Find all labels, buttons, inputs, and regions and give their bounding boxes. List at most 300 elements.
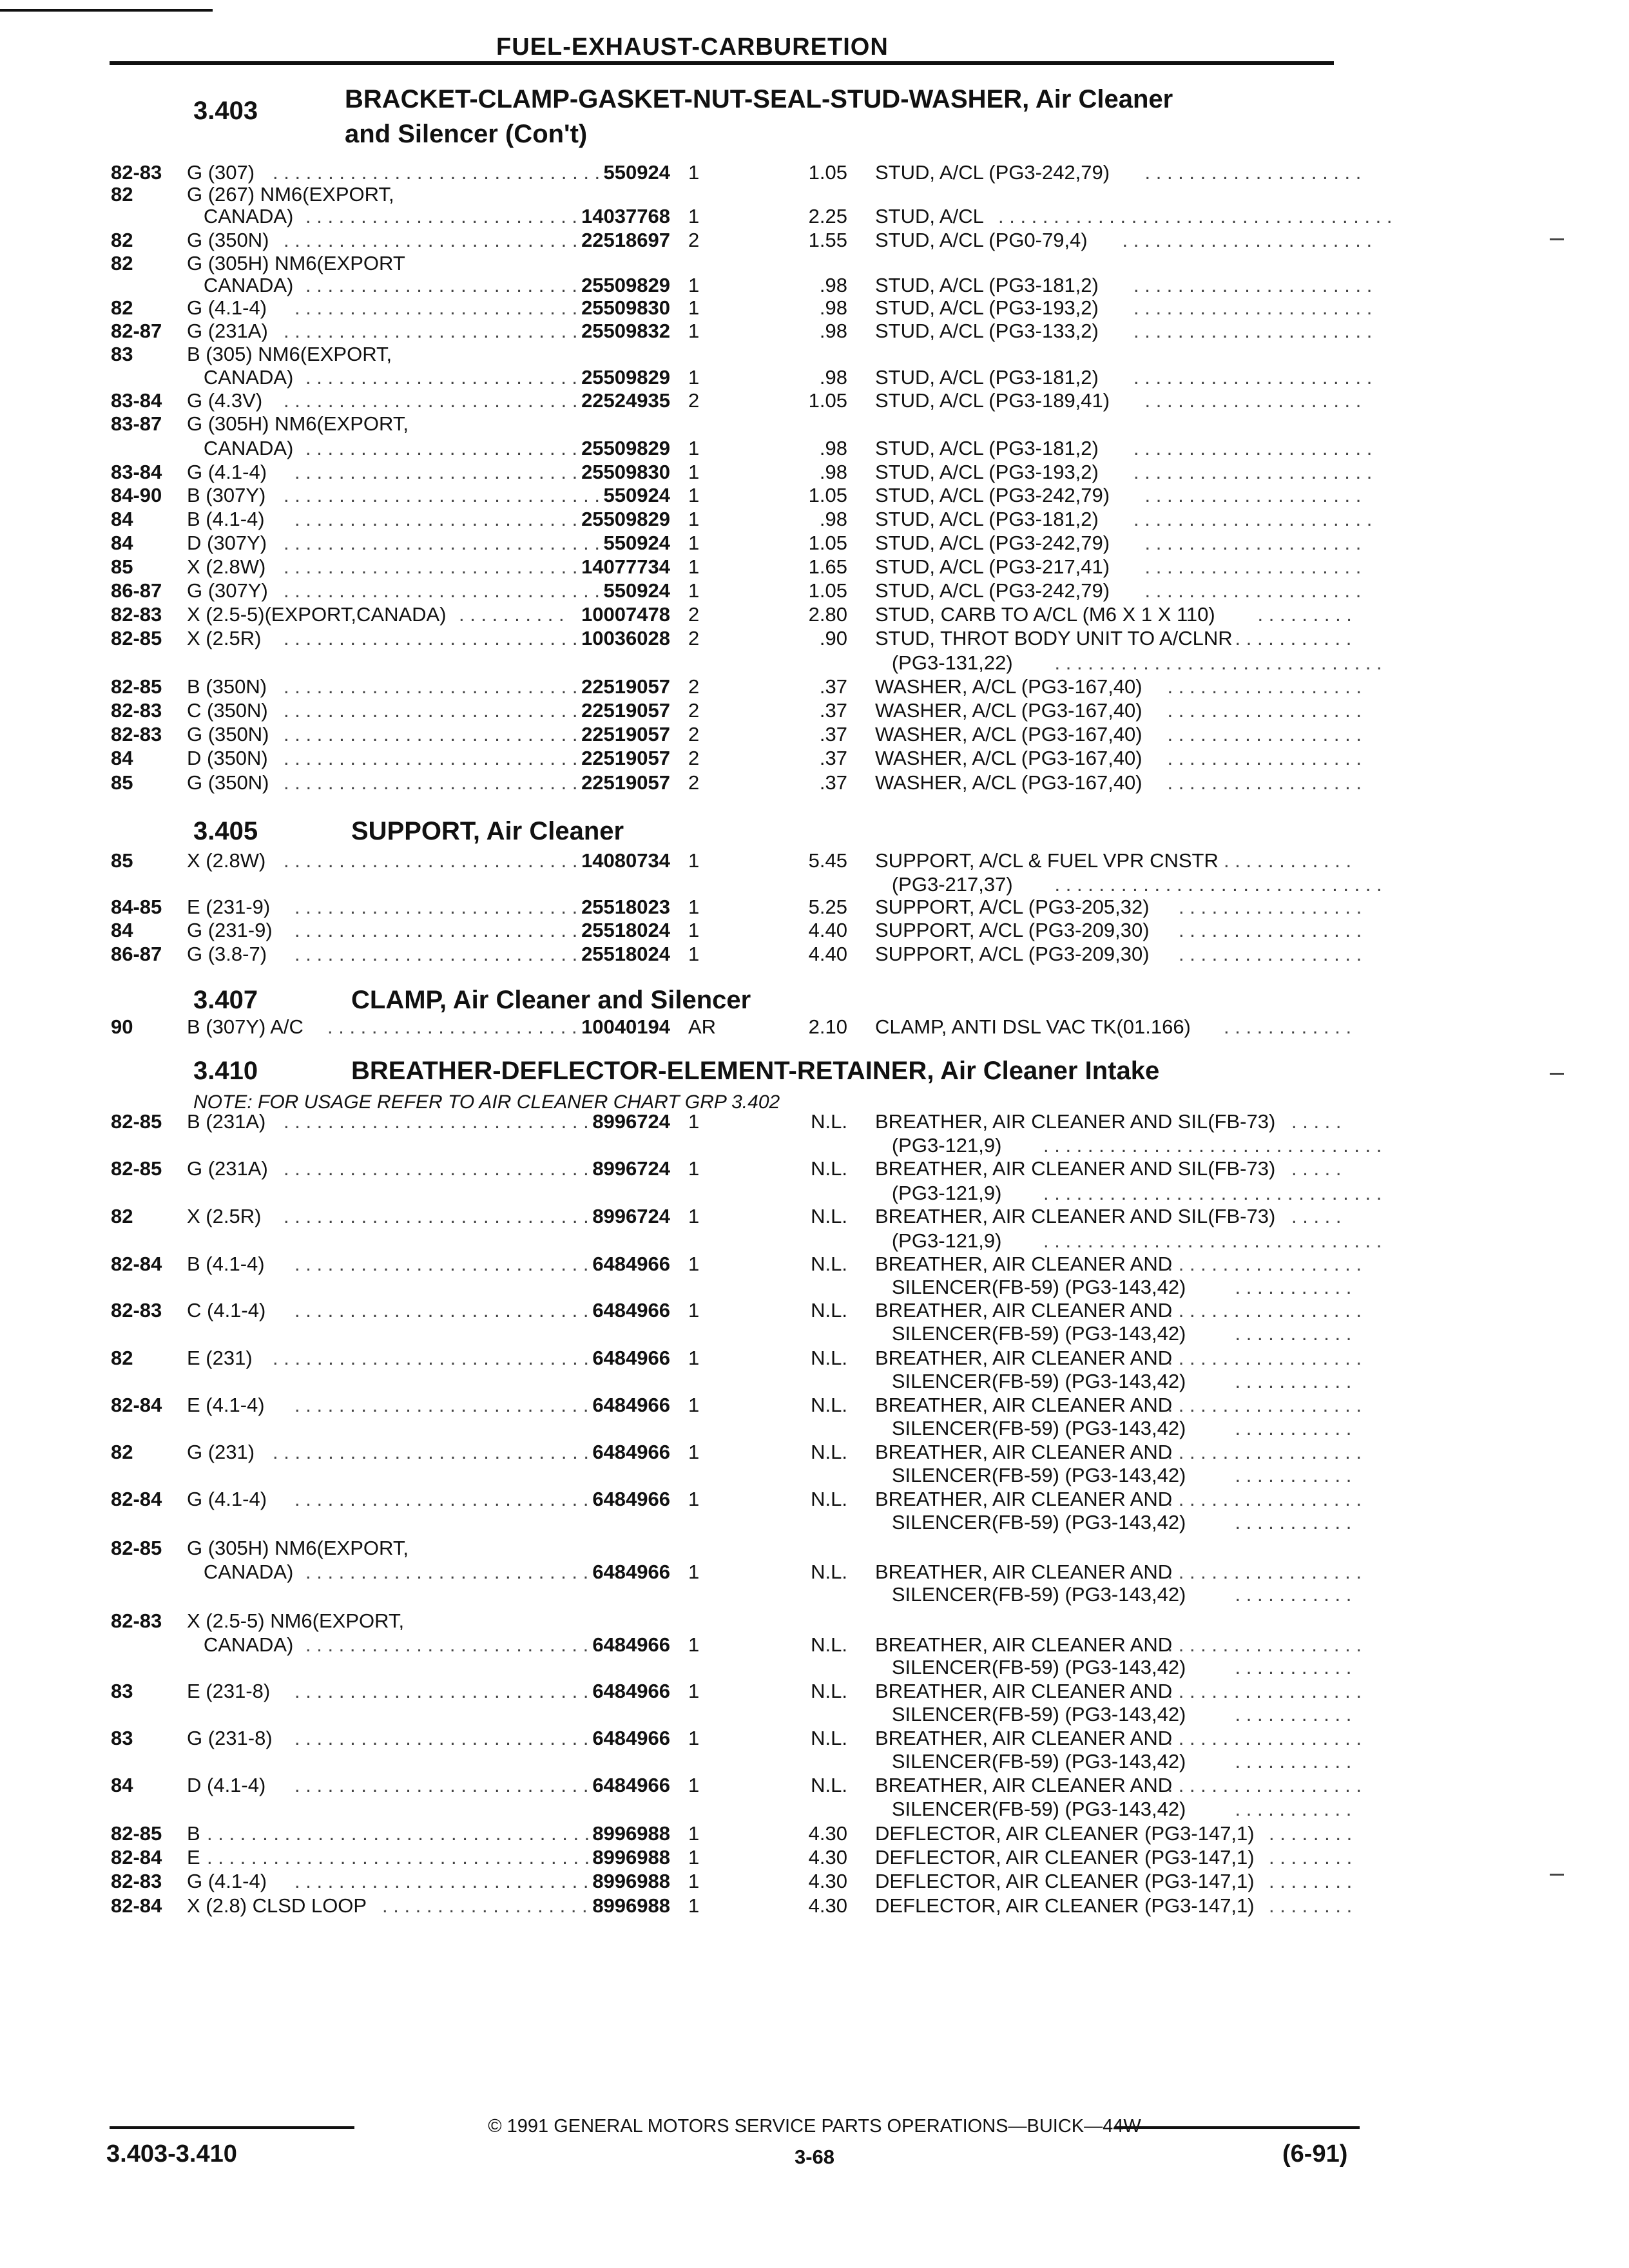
quantity: 1 (688, 274, 700, 296)
price: N.L. (811, 1774, 847, 1796)
part-description: BREATHER, AIR CLEANER AND SIL(FB-73) (875, 1205, 1276, 1227)
leader-dots: . . . . . . . . . . . . . . . . . . . . . . (1133, 508, 1373, 530)
leader-dots: . . . . . . . . . . . . . . . . . . . . . . . . . . . (305, 1633, 600, 1656)
section-number: 3.405 (193, 817, 258, 845)
part-number: 8996724 (592, 1110, 670, 1133)
part-number: 8996988 (592, 1870, 670, 1892)
leader-dots: . . . . . . . . . . . . . . . . . . (1167, 1394, 1362, 1416)
leader-dots: . . . . . . . . . . . . . . . . . . (1167, 1561, 1362, 1583)
part-number: 25509829 (581, 437, 670, 459)
price: 4.30 (808, 1870, 847, 1892)
model-code: C (350N) (187, 699, 268, 722)
quantity: 1 (688, 1633, 700, 1656)
part-description: SILENCER(FB-59) (PG3-143,42) (875, 1750, 1186, 1773)
part-number: 22519057 (581, 699, 670, 722)
section-title-continued: and Silencer (Con't) (345, 120, 588, 148)
leader-dots: . . . . . . . . . . . . . . . . . . . . . . . . . . . . . . . (284, 579, 622, 602)
model-year: 82-83 (111, 1610, 162, 1632)
parts-row (0, 1276, 1629, 1299)
parts-row (0, 1488, 1629, 1511)
part-number: 6484966 (592, 1680, 670, 1702)
parts-row (0, 651, 1629, 675)
part-description: STUD, A/CL (PG3-217,41) (875, 555, 1110, 578)
part-number: 8996988 (592, 1822, 670, 1845)
leader-dots: . . . . . . . . . . . . . . . . . . . . . . (1133, 461, 1373, 483)
model-code: CANADA) (187, 437, 294, 459)
parts-row (0, 484, 1629, 507)
model-code: X (2.5-5)(EXPORT,CANADA) (187, 603, 447, 626)
copyright-notice: © 1991 GENERAL MOTORS SERVICE PARTS OPERATIONS—BUICK—44W (488, 2116, 1141, 2137)
model-code: G (231) (187, 1441, 255, 1463)
parts-row (0, 508, 1629, 531)
price: 4.40 (808, 943, 847, 965)
part-number: 6484966 (592, 1488, 670, 1510)
part-number: 8996988 (592, 1846, 670, 1869)
leader-dots: . . . . . . . . . . . . . . . . . . . (382, 1894, 588, 1917)
leader-dots: . . . . . . . . . . . . . . . . . . . . . . . . . . . . (284, 555, 589, 578)
part-number: 6484966 (592, 1394, 670, 1416)
price: 1.05 (808, 389, 847, 412)
part-number: 8996988 (592, 1894, 670, 1917)
quantity: 1 (688, 1846, 700, 1869)
leader-dots: . . . . . . . . . . . . (1224, 1015, 1352, 1038)
model-code: G (231A) (187, 1157, 268, 1180)
model-code: X (2.8W) (187, 555, 266, 578)
price: N.L. (811, 1561, 847, 1583)
model-code: G (231-9) (187, 919, 273, 941)
quantity: 1 (688, 1774, 700, 1796)
quantity: AR (688, 1015, 717, 1038)
part-description: STUD, A/CL (PG3-181,2) (875, 274, 1099, 296)
leader-dots: . . . . . . . . . . . (1235, 1798, 1352, 1820)
part-number: 22519057 (581, 723, 670, 745)
price: .37 (819, 699, 847, 722)
parts-row (0, 320, 1629, 343)
model-year: 82-85 (111, 675, 162, 698)
leader-dots: . . . . . . . . . . . . . . . . . . . . . . . . . . . . . . . . . . . . . (207, 1822, 612, 1845)
part-description: BREATHER, AIR CLEANER AND (875, 1774, 1173, 1796)
part-number: 14077734 (581, 555, 670, 578)
part-number: 25509830 (581, 461, 670, 483)
price: .37 (819, 747, 847, 769)
leader-dots: . . . . . . . . . . . . . . . . . . . . . . . . . . . (294, 943, 589, 965)
part-description: DEFLECTOR, AIR CLEANER (PG3-147,1) (875, 1822, 1255, 1845)
part-description: SILENCER(FB-59) (PG3-143,42) (875, 1370, 1186, 1392)
model-year: 82-84 (111, 1394, 162, 1416)
part-description: STUD, A/CL (PG3-189,41) (875, 389, 1110, 412)
model-year: 82 (111, 1205, 133, 1227)
title-rule (110, 61, 1334, 65)
section-title: CLAMP, Air Cleaner and Silencer (351, 986, 751, 1014)
model-code: G (350N) (187, 723, 269, 745)
parts-row (0, 1537, 1629, 1560)
part-description: SILENCER(FB-59) (PG3-143,42) (875, 1583, 1186, 1606)
quantity: 1 (688, 1299, 700, 1321)
page-number: 3-68 (794, 2146, 835, 2168)
page-title: FUEL-EXHAUST-CARBURETION (496, 34, 889, 61)
parts-row (0, 627, 1629, 650)
parts-row (0, 1680, 1629, 1703)
quantity: 2 (688, 747, 700, 769)
leader-dots: . . . . . . . . . . . . . . . . . . . . . . . . . . . . . . . (1043, 1134, 1382, 1157)
price: N.L. (811, 1680, 847, 1702)
price: .98 (819, 274, 847, 296)
leader-dots: . . . . . . . . . . . . . . . . . . . . . . . . . . . (305, 1561, 600, 1583)
leader-dots: . . . . . . . . . . . (1235, 1750, 1352, 1773)
model-year: 82 (111, 252, 133, 274)
parts-row (0, 461, 1629, 484)
part-description: SUPPORT, A/CL (PG3-209,30) (875, 919, 1150, 941)
price: N.L. (811, 1441, 847, 1463)
part-description: STUD, A/CL (PG3-193,2) (875, 296, 1099, 319)
part-description: BREATHER, AIR CLEANER AND (875, 1561, 1173, 1583)
parts-row (0, 366, 1629, 389)
price: 4.30 (808, 1822, 847, 1845)
model-year: 82-85 (111, 627, 162, 649)
price: N.L. (811, 1488, 847, 1510)
leader-dots: . . . . . . . . . . . . . . . . . . (1167, 1727, 1362, 1749)
parts-row (0, 723, 1629, 746)
part-description: WASHER, A/CL (PG3-167,40) (875, 675, 1142, 698)
leader-dots: . . . . . . . . . . . . . . . . . . . . (1144, 555, 1362, 578)
part-description: STUD, A/CL (PG3-193,2) (875, 461, 1099, 483)
parts-row (0, 1441, 1629, 1464)
leader-dots: . . . . . . . . . . . . . . . . . . . . . . . . . . . . (294, 1774, 600, 1796)
model-year: 84 (111, 919, 133, 941)
parts-row (0, 389, 1629, 412)
model-year: 82-84 (111, 1488, 162, 1510)
model-code: B (307Y) A/C (187, 1015, 304, 1038)
part-number: 10036028 (581, 627, 670, 649)
part-number: 22524935 (581, 389, 670, 412)
leader-dots: . . . . . . . . . . . . . . . . . . . . . . . . . . . . . . . . . . . . . (207, 1846, 612, 1869)
part-description: BREATHER, AIR CLEANER AND SIL(FB-73) (875, 1157, 1276, 1180)
model-code: CANADA) (187, 1561, 294, 1583)
price: N.L. (811, 1394, 847, 1416)
parts-row (0, 343, 1629, 366)
part-description: SUPPORT, A/CL (PG3-209,30) (875, 943, 1150, 965)
part-description: SUPPORT, A/CL (PG3-205,32) (875, 896, 1150, 918)
model-year: 83-84 (111, 389, 162, 412)
model-code: E (187, 1846, 200, 1869)
leader-dots: . . . . . . . . . . . . . . . . . . . . . . . . . . . . (284, 849, 589, 872)
part-description: STUD, A/CL (PG3-181,2) (875, 508, 1099, 530)
leader-dots: . . . . . . . . . . . . . . . . . . . . . . . . . . . . . . (273, 1347, 601, 1369)
parts-row (0, 1299, 1629, 1322)
parts-row (0, 1511, 1629, 1534)
leader-dots: . . . . . . . . . . . (1235, 1703, 1352, 1725)
model-year: 82-83 (111, 699, 162, 722)
leader-dots: . . . . . . . . . . . . . . . . . . . . . . . . . . . . (294, 1394, 600, 1416)
leader-dots: . . . . . . . . . . . . . . . . . . (1167, 699, 1362, 722)
part-number: 25509829 (581, 366, 670, 389)
part-description: SILENCER(FB-59) (PG3-143,42) (875, 1703, 1186, 1725)
quantity: 2 (688, 771, 700, 794)
part-description: STUD, A/CL (PG0-79,4) (875, 229, 1088, 251)
leader-dots: . . . . . . . . . . . . . . . . . . . . . . . . . . . . . . (273, 1441, 601, 1463)
section-number: 3.403 (193, 97, 258, 125)
leader-dots: . . . . . . . . . . . . . . . . . . . . . . . . . . . (294, 508, 589, 530)
price: N.L. (811, 1110, 847, 1133)
price: 1.05 (808, 579, 847, 602)
leader-dots: . . . . . . . . . (1257, 603, 1352, 626)
price: 4.30 (808, 1894, 847, 1917)
leader-dots: . . . . . . . . . . . . . . . . . . . . . . . . . . . (294, 461, 589, 483)
edge-mark (1550, 238, 1564, 240)
part-description: SILENCER(FB-59) (PG3-143,42) (875, 1511, 1186, 1533)
part-description: BREATHER, AIR CLEANER AND (875, 1299, 1173, 1321)
part-number: 6484966 (592, 1253, 670, 1275)
leader-dots: . . . . . . . . . . . . . . . . . . . . . . . . (327, 1015, 588, 1038)
quantity: 1 (688, 205, 700, 227)
parts-row (0, 699, 1629, 722)
parts-row (0, 1610, 1629, 1633)
section-title: SUPPORT, Air Cleaner (351, 817, 624, 845)
parts-row (0, 943, 1629, 966)
model-code: C (4.1-4) (187, 1299, 266, 1321)
model-year: 82-87 (111, 320, 162, 342)
part-description: SILENCER(FB-59) (PG3-143,42) (875, 1322, 1186, 1345)
leader-dots: . . . . . . . . . . . . . . . . . . . . . . . . . . . . (284, 389, 589, 412)
model-year: 83 (111, 1680, 133, 1702)
model-year: 86-87 (111, 579, 162, 602)
parts-row (0, 555, 1629, 579)
model-year: 85 (111, 555, 133, 578)
parts-row (0, 1464, 1629, 1487)
leader-dots: . . . . . (1291, 1205, 1342, 1227)
leader-dots: . . . . . . . . . . . (1235, 1370, 1352, 1392)
leader-dots: . . . . . . . . . . . . . . . . . (1179, 919, 1362, 941)
model-code: D (307Y) (187, 532, 267, 554)
parts-row (0, 873, 1629, 896)
edge-mark (1550, 1874, 1564, 1876)
part-description: STUD, A/CL (875, 205, 984, 227)
leader-dots: . . . . . . . . . . . . . . . . . . . . . . . . . . . (294, 896, 589, 918)
quantity: 2 (688, 229, 700, 251)
leader-dots: . . . . . . . . . . . (1235, 1322, 1352, 1345)
price: 2.10 (808, 1015, 847, 1038)
leader-dots: . . . . . . . . . . . . . . . . . . . . . . . . . . . . (294, 1680, 600, 1702)
price: .98 (819, 366, 847, 389)
section-range: 3.403-3.410 (106, 2140, 237, 2167)
quantity: 1 (688, 919, 700, 941)
model-code: X (2.8) CLSD LOOP (187, 1894, 367, 1917)
price: .37 (819, 723, 847, 745)
leader-dots: . . . . . . . . . . . . . . . . . . . . . . . . . . . . . (284, 1157, 600, 1180)
parts-row (0, 771, 1629, 794)
model-code: G (4.1-4) (187, 1488, 267, 1510)
price: N.L. (811, 1205, 847, 1227)
leader-dots: . . . . . . . . . . . (1235, 1511, 1352, 1533)
parts-row (0, 579, 1629, 602)
leader-dots: . . . . . . . . . . . . . . . . . (1179, 896, 1362, 918)
usage-note: NOTE: FOR USAGE REFER TO AIR CLEANER CHART GRP 3.402 (193, 1091, 780, 1113)
part-description: STUD, A/CL (PG3-242,79) (875, 484, 1110, 506)
part-number: 14037768 (581, 205, 670, 227)
leader-dots: . . . . . . . . . . . . . . . . . . . . . . . . . . . . (294, 1727, 600, 1749)
parts-row (0, 849, 1629, 872)
part-number: 14080734 (581, 849, 670, 872)
leader-dots: . . . . . . . . (1269, 1894, 1353, 1917)
model-code: G (305H) NM6(EXPORT (187, 252, 405, 274)
model-code: D (4.1-4) (187, 1774, 266, 1796)
part-description: STUD, A/CL (PG3-242,79) (875, 579, 1110, 602)
model-code: G (4.1-4) (187, 1870, 267, 1892)
model-year: 90 (111, 1015, 133, 1038)
price: N.L. (811, 1299, 847, 1321)
leader-dots: . . . . . . . . . . . . . . . . . . (1167, 1488, 1362, 1510)
quantity: 1 (688, 1870, 700, 1892)
model-code: X (2.5R) (187, 1205, 262, 1227)
part-number: 22518697 (581, 229, 670, 251)
quantity: 2 (688, 627, 700, 649)
part-description: BREATHER, AIR CLEANER AND (875, 1680, 1173, 1702)
model-year: 82-85 (111, 1157, 162, 1180)
parts-row (0, 1347, 1629, 1370)
leader-dots: . . . . . . . . . . . . . . . . . . . . . . . . . . . (294, 919, 589, 941)
model-year: 82 (111, 1347, 133, 1369)
leader-dots: . . . . . . . . . . . . . . . . . . . . . . . . . . . . (284, 627, 589, 649)
parts-row (0, 603, 1629, 626)
quantity: 1 (688, 437, 700, 459)
quantity: 1 (688, 296, 700, 319)
model-code: G (350N) (187, 229, 269, 251)
leader-dots: . . . . . . . . . . . . . . . . . . . . . . . . . . (305, 437, 589, 459)
leader-dots: . . . . . . . . . . . . (1224, 849, 1352, 872)
parts-row (0, 675, 1629, 698)
leader-dots: . . . . . . . . . . . . . . . . . . . . . . . . . . . . (284, 771, 589, 794)
parts-row (0, 919, 1629, 942)
leader-dots: . . . . . . . . . . . . . . . . . . . . . . . . . . . . . . (1054, 873, 1382, 896)
price: .90 (819, 627, 847, 649)
model-year: 82-83 (111, 723, 162, 745)
model-year: 83-87 (111, 412, 162, 435)
part-description: BREATHER, AIR CLEANER AND (875, 1394, 1173, 1416)
model-year: 82-85 (111, 1110, 162, 1133)
leader-dots: . . . . . . . . . . (459, 603, 564, 626)
part-description: BREATHER, AIR CLEANER AND SIL(FB-73) (875, 1110, 1276, 1133)
model-code: B (4.1-4) (187, 508, 265, 530)
quantity: 1 (688, 1822, 700, 1845)
leader-dots: . . . . . . . . . . . . . . . . . . . . . . . . . . . . (284, 723, 589, 745)
model-code: G (350N) (187, 771, 269, 794)
price: 4.40 (808, 919, 847, 941)
model-code: B (307Y) (187, 484, 266, 506)
leader-dots: . . . . . . . . . . . . . . . . . . . . . . . . . . . . (294, 1870, 600, 1892)
model-code: E (231-9) (187, 896, 271, 918)
part-number: 550924 (603, 532, 670, 554)
parts-row (0, 1656, 1629, 1679)
part-number: 22519057 (581, 747, 670, 769)
leader-dots: . . . . . (1291, 1110, 1342, 1133)
model-year: 82-84 (111, 1846, 162, 1869)
leader-dots: . . . . . . . . . . . . . . . . . . . . . . . . . . . . (284, 320, 589, 342)
quantity: 1 (688, 1205, 700, 1227)
part-description: WASHER, A/CL (PG3-167,40) (875, 771, 1142, 794)
part-description: WASHER, A/CL (PG3-167,40) (875, 699, 1142, 722)
parts-row (0, 1417, 1629, 1440)
part-number: 6484966 (592, 1441, 670, 1463)
parts-row (0, 1798, 1629, 1821)
section-title: BRACKET-CLAMP-GASKET-NUT-SEAL-STUD-WASHER, Air Cleaner (345, 85, 1173, 113)
part-description: BREATHER, AIR CLEANER AND (875, 1488, 1173, 1510)
part-description: SUPPORT, A/CL & FUEL VPR CNSTR (875, 849, 1219, 872)
part-number: 25518024 (581, 943, 670, 965)
model-code: G (305H) NM6(EXPORT, (187, 1537, 409, 1559)
price: .37 (819, 675, 847, 698)
leader-dots: . . . . . . . . . . . . . . . . . . . . . . . . . . . . . . (1054, 651, 1382, 674)
price: .98 (819, 320, 847, 342)
model-code: B (187, 1822, 200, 1845)
parts-row (0, 1110, 1629, 1133)
parts-row (0, 252, 1629, 275)
leader-dots: . . . . . . . . . . . (1235, 1276, 1352, 1298)
leader-dots: . . . . . . . . . . . . . . . . . . . . . . . . . . . . . . . (284, 532, 622, 554)
parts-row (0, 1322, 1629, 1345)
price: 2.25 (808, 205, 847, 227)
part-number: 6484966 (592, 1633, 670, 1656)
parts-row (0, 274, 1629, 297)
price: 5.45 (808, 849, 847, 872)
quantity: 1 (688, 1110, 700, 1133)
quantity: 1 (688, 461, 700, 483)
part-number: 22519057 (581, 771, 670, 794)
model-code: B (4.1-4) (187, 1253, 265, 1275)
model-year: 82 (111, 183, 133, 206)
parts-row (0, 1182, 1629, 1205)
part-description: STUD, THROT BODY UNIT TO A/CLNR (875, 627, 1233, 649)
part-number: 8996724 (592, 1205, 670, 1227)
part-number: 6484966 (592, 1347, 670, 1369)
price: 5.25 (808, 896, 847, 918)
model-year: 82-85 (111, 1537, 162, 1559)
part-number: 25509829 (581, 508, 670, 530)
parts-row (0, 1703, 1629, 1726)
model-year: 83 (111, 1727, 133, 1749)
part-description: SILENCER(FB-59) (PG3-143,42) (875, 1276, 1186, 1298)
parts-row (0, 747, 1629, 770)
section-number: 3.407 (193, 986, 258, 1014)
price: 2.80 (808, 603, 847, 626)
model-year: 82 (111, 296, 133, 319)
price: 1.05 (808, 484, 847, 506)
model-code: G (3.8-7) (187, 943, 267, 965)
leader-dots: . . . . . . . . . . . . . . . . . . . . . . . . . . . . . . . (1043, 1182, 1382, 1204)
leader-dots: . . . . . . . . . . . . . . . . . . . . . . . . . . . . . . . . . . . . (998, 205, 1393, 227)
part-description: (PG3-121,9) (875, 1182, 1002, 1204)
leader-dots: . . . . . . . . . . . . . . . . . . . . (1144, 532, 1362, 554)
quantity: 1 (688, 943, 700, 965)
price: N.L. (811, 1253, 847, 1275)
quantity: 1 (688, 484, 700, 506)
leader-dots: . . . . . . . . . . . (1235, 1464, 1352, 1486)
part-description: BREATHER, AIR CLEANER AND (875, 1727, 1173, 1749)
leader-dots: . . . . . . . . . . . . . . . . . . (1167, 1347, 1362, 1369)
part-description: STUD, A/CL (PG3-181,2) (875, 366, 1099, 389)
leader-dots: . . . . . . . . . . . . . . . . . (1179, 943, 1362, 965)
model-code: E (231-8) (187, 1680, 271, 1702)
model-year: 85 (111, 849, 133, 872)
model-year: 84-85 (111, 896, 162, 918)
leader-dots: . . . . . . . . . . . . . . . . . . . . (1144, 161, 1362, 184)
model-code: X (2.8W) (187, 849, 266, 872)
quantity: 1 (688, 508, 700, 530)
model-code: B (305) NM6(EXPORT, (187, 343, 392, 365)
leader-dots: . . . . . . . . . . . (1235, 1583, 1352, 1606)
price: N.L. (811, 1633, 847, 1656)
model-year: 83-84 (111, 461, 162, 483)
model-year: 85 (111, 771, 133, 794)
